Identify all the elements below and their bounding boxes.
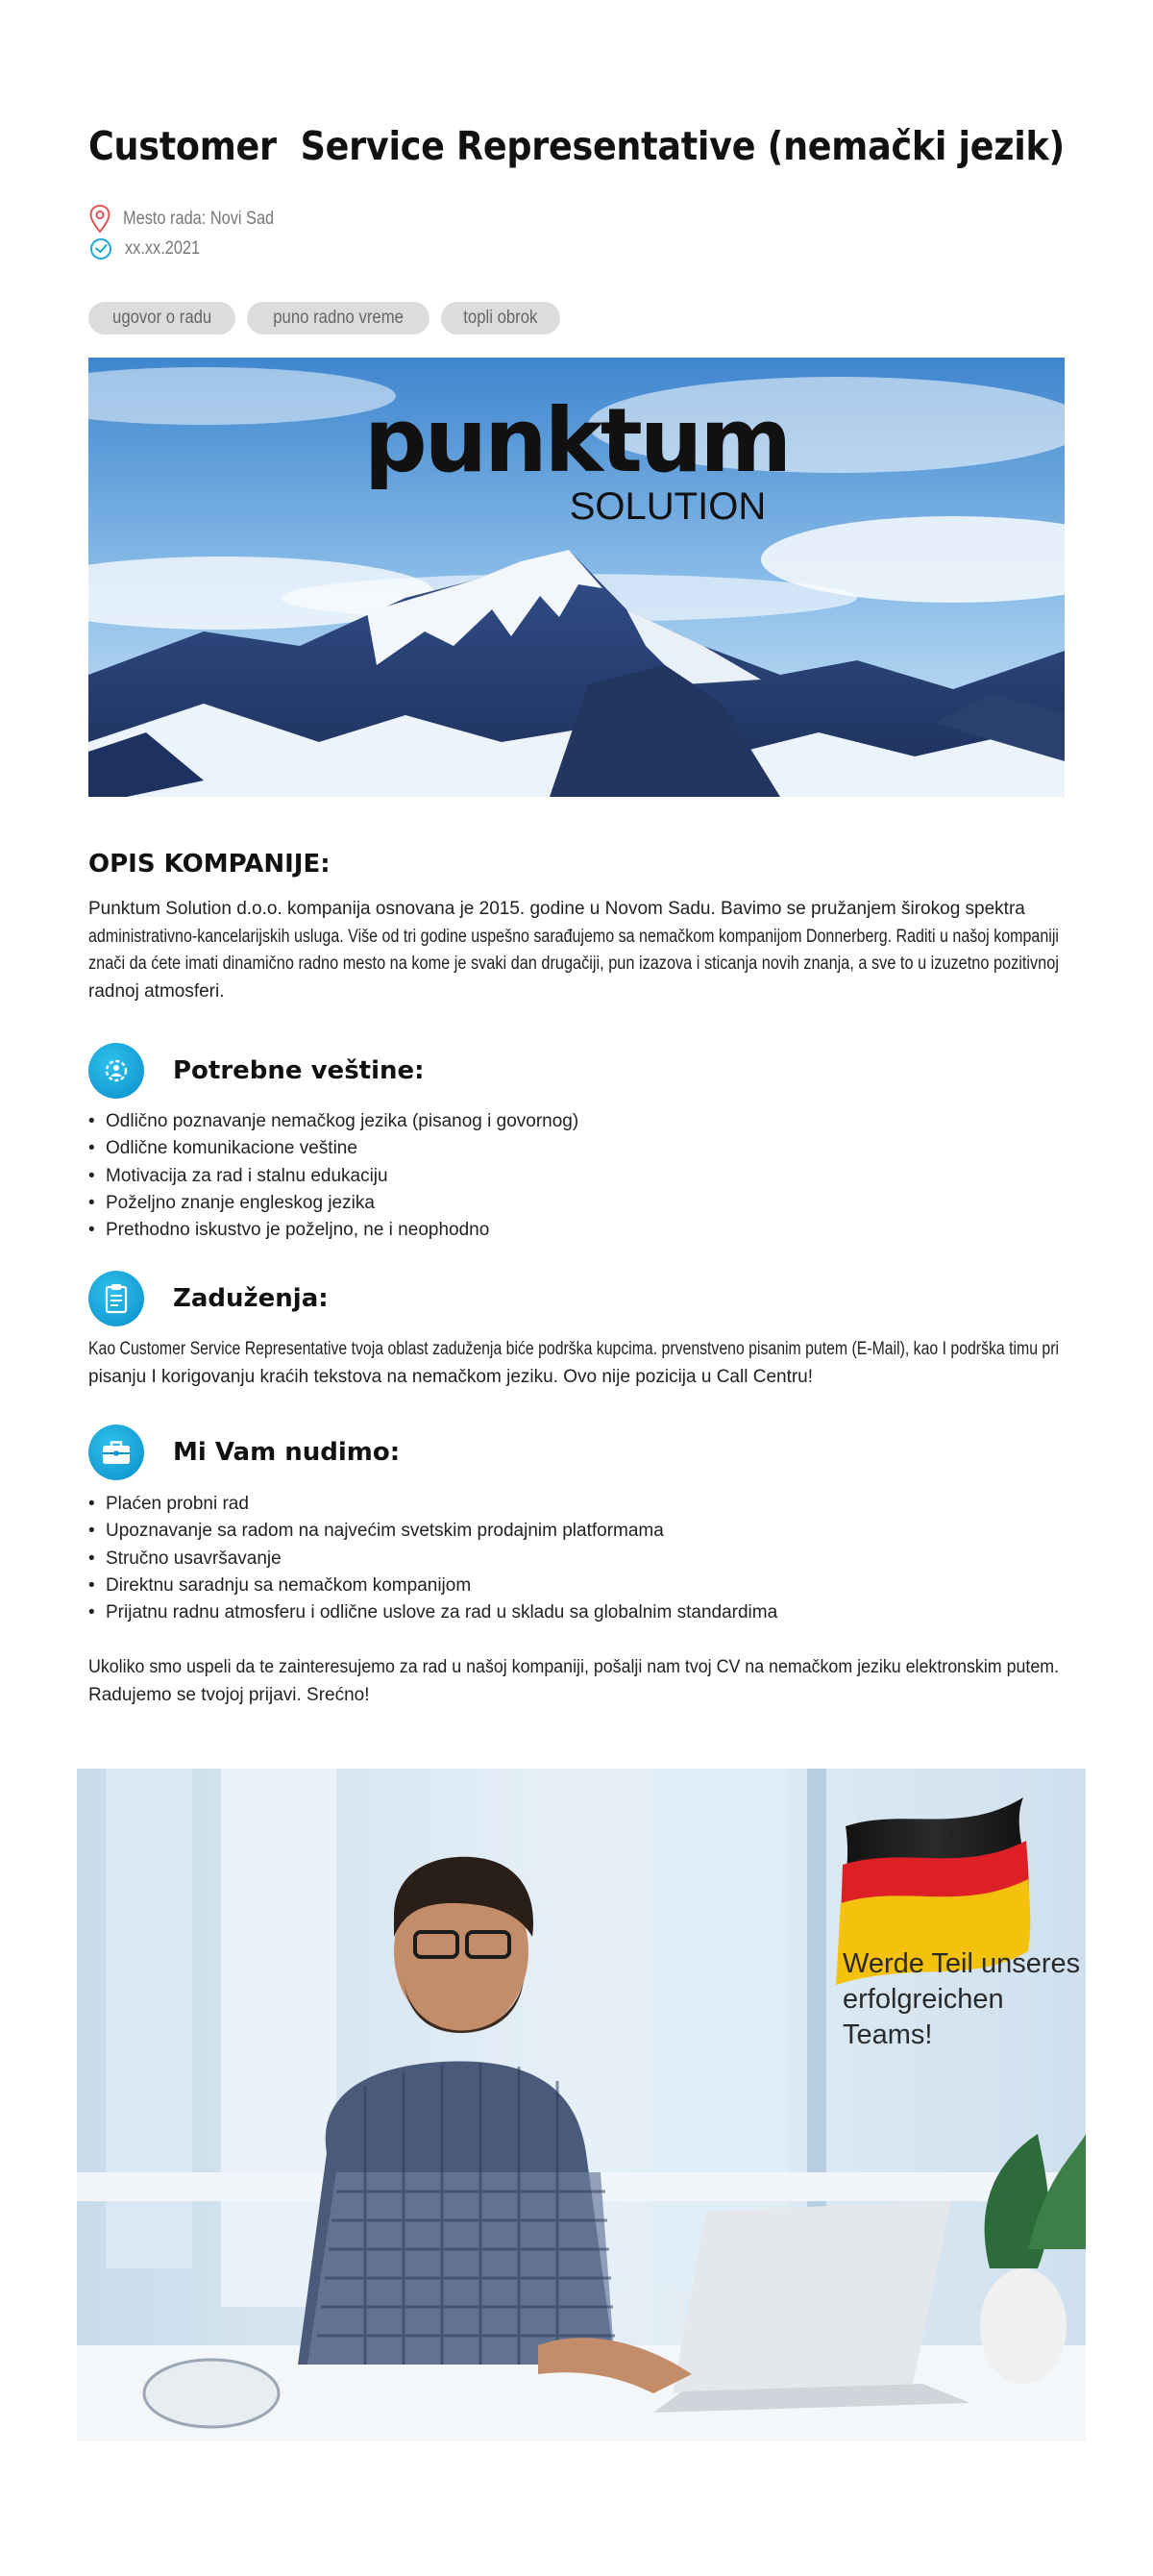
closing-line: Radujemo se tvojoj prijavi. Srećno! xyxy=(88,1684,370,1705)
list-item: • Odlične komunikacione veštine xyxy=(106,1135,357,1162)
photo-caption-line: Werde Teil unseres xyxy=(843,1948,1081,1979)
skills-heading: Potrebne veštine: xyxy=(173,1056,425,1085)
list-item: • Poželjno znanje engleskog jezika xyxy=(106,1190,375,1217)
list-item: • Prijatnu radnu atmosferu i odlične uslove za rad u skladu sa globalnim standardima xyxy=(106,1599,777,1626)
office-photo xyxy=(77,1769,1086,2441)
clipboard-icon xyxy=(88,1271,144,1326)
company-line: Punktum Solution d.o.o. kompanija osnovana je 2015. godine u Novom Sadu. Bavimo se pružanjem širokog spektra xyxy=(88,899,1025,919)
list-item: • Plaćen probni rad xyxy=(106,1491,249,1518)
tag-meal: topli obrok xyxy=(441,302,560,334)
offer-header xyxy=(88,1424,400,1480)
date-row xyxy=(88,236,212,261)
briefcase-icon xyxy=(88,1424,144,1480)
photo-caption-line: erfolgreichen Teams! xyxy=(843,1984,1004,2050)
list-item: • Stručno usavršavanje xyxy=(106,1546,282,1573)
date-text: xx.xx.2021 xyxy=(125,238,201,259)
list-item: • Motivacija za rad i stalnu edukaciju xyxy=(106,1163,388,1190)
tag-full-time: puno radno vreme xyxy=(247,302,429,334)
brand-logo-bottom: SOLUTION xyxy=(569,485,767,528)
offer-heading: Mi Vam nudimo: xyxy=(173,1438,401,1467)
job-title: Customer Service Representative (nemački jezik) xyxy=(88,123,1065,169)
tag-contract: ugovor o radu xyxy=(88,302,235,334)
location-pin-icon xyxy=(88,204,111,235)
list-item: • Direktnu saradnju sa nemačkom kompanijom xyxy=(106,1573,471,1599)
company-heading: OPIS KOMPANIJE: xyxy=(88,850,331,879)
duties-header xyxy=(88,1271,329,1326)
skills-list xyxy=(88,1108,578,1244)
list-item: • Upoznavanje sa radom na najvećim svetskim prodajnim platformama xyxy=(106,1518,664,1545)
closing-line: Ukoliko smo uspeli da te zainteresujemo za rad u našoj kompaniji, pošalji nam tvoj CV na nemačkom jeziku elektronskim putem. xyxy=(88,1657,1060,1677)
duties-line: Kao Customer Service Representative tvoja oblast zaduženja biće podrška kupcima. prvenstveno pisanim putem (E-Mail), kao I podrška timu pri xyxy=(88,1339,1060,1359)
company-line: administrativno-kancelarijskih usluga. Više od tri godine uspešno sarađujemo sa nemačkom kompanijom Donnerberg. Raditi u našoj kompaniji xyxy=(88,926,1059,947)
list-item: • Prethodno iskustvo je poželjno, ne i neophodno xyxy=(106,1217,489,1244)
clock-icon xyxy=(88,236,113,261)
location-row xyxy=(88,204,299,235)
company-description xyxy=(88,896,1065,1005)
duties-description xyxy=(88,1336,1065,1391)
company-line: znači da ćete imati dinamično radno mesto na kome je svaki dan drugačiji, pun izazova i sticanja novih znanja, a sve to u izuzetno pozitivnoj xyxy=(88,954,1059,974)
hero-banner xyxy=(88,358,1065,797)
duties-line: pisanju I korigovanju kraćih tekstova na nemačkom jeziku. Ovo nije pozicija u Call Centru! xyxy=(88,1366,814,1387)
skills-header xyxy=(88,1043,425,1099)
location-text: Mesto rada: Novi Sad xyxy=(123,209,275,229)
offer-list xyxy=(88,1491,777,1626)
brand-logo-top: punktum xyxy=(363,389,790,492)
gear-people-icon xyxy=(88,1043,144,1099)
office-illustration xyxy=(77,1769,1086,2441)
list-item: • Odlično poznavanje nemačkog jezika (pisanog i govornog) xyxy=(106,1108,578,1135)
company-line: radnoj atmosferi. xyxy=(88,980,225,1002)
tag-list xyxy=(88,302,560,334)
closing-text xyxy=(88,1654,1065,1709)
duties-heading: Zaduženja: xyxy=(173,1284,329,1313)
